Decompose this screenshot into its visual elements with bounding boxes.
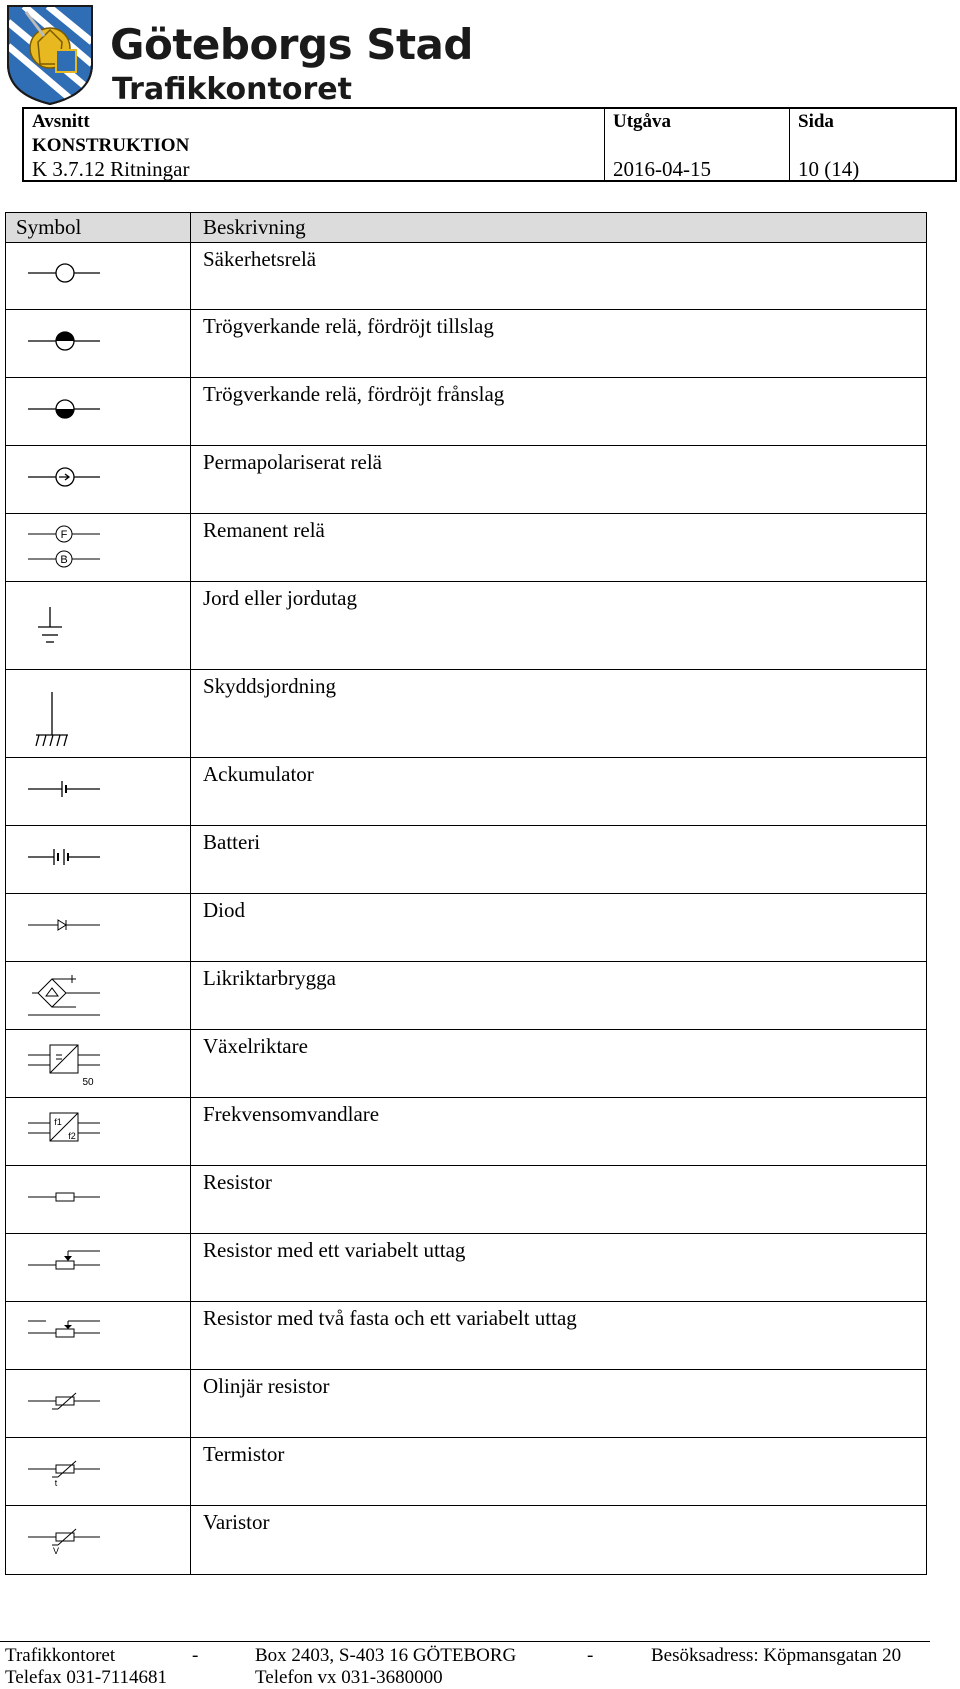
earth-icon	[6, 582, 191, 670]
description-cell: Jord eller jordutag	[203, 586, 357, 610]
battery-icon	[6, 826, 191, 894]
description-cell: Resistor	[203, 1170, 272, 1194]
description-cell: Termistor	[203, 1442, 285, 1466]
section-name: KONSTRUKTION	[32, 135, 190, 156]
table-row	[6, 243, 926, 310]
svg-text:f2: f2	[68, 1131, 76, 1141]
table-row	[6, 962, 926, 1030]
symbol-cell	[6, 1166, 191, 1233]
symbol-cell	[6, 378, 191, 445]
table-header-row	[6, 213, 926, 243]
description-cell: Diod	[203, 898, 245, 922]
footer-separator: -	[192, 1645, 199, 1666]
document-header-box	[22, 107, 957, 182]
footer-phone: Telefon vx 031-3680000	[255, 1667, 443, 1688]
description-cell: Olinjär resistor	[203, 1374, 330, 1398]
footer-fax: Telefax 031-7114681	[5, 1667, 168, 1688]
symbol-cell	[6, 826, 191, 893]
symbol-cell	[6, 670, 191, 757]
symbol-cell	[6, 446, 191, 513]
accumulator-icon	[6, 758, 191, 826]
symbol-cell	[6, 962, 191, 1029]
table-row	[6, 1030, 926, 1098]
symbol-column-header: Symbol	[6, 213, 191, 242]
table-row	[6, 514, 926, 582]
polarized-relay-icon	[6, 446, 191, 514]
table-row	[6, 1438, 926, 1506]
table-row	[6, 582, 926, 670]
footer-visit-address: Besöksadress: Köpmansgatan 20	[651, 1645, 902, 1666]
remanent-relay-icon	[6, 514, 191, 582]
symbol-cell	[6, 758, 191, 825]
footer-org: Trafikkontoret	[5, 1645, 116, 1666]
page-label: Sida	[798, 111, 834, 132]
frequency-converter-icon	[6, 1098, 191, 1166]
description-cell: Växelriktare	[203, 1034, 308, 1058]
table-row	[6, 1166, 926, 1234]
svg-text:B: B	[60, 554, 68, 566]
symbol-cell	[6, 1438, 191, 1505]
delayed-off-relay-icon	[6, 378, 191, 446]
symbol-cell	[6, 1030, 191, 1097]
footer-separator: -	[587, 1645, 594, 1666]
thermistor-icon	[6, 1438, 191, 1506]
section-label: Avsnitt	[32, 111, 90, 132]
description-cell: Permapolariserat relä	[203, 450, 382, 474]
symbol-cell	[6, 894, 191, 961]
table-row	[6, 1302, 926, 1370]
resistor-icon	[6, 1166, 191, 1234]
brand-title: Göteborgs Stad	[110, 20, 473, 69]
table-row	[6, 670, 926, 758]
symbol-cell	[6, 1506, 191, 1574]
description-cell: Frekvensomvandlare	[203, 1102, 380, 1126]
symbol-cell	[6, 514, 191, 581]
symbol-table	[5, 212, 927, 1575]
description-cell: Ackumulator	[203, 762, 314, 786]
svg-text:F: F	[60, 529, 68, 541]
variable-resistor-icon	[6, 1234, 191, 1302]
symbol-cell	[6, 1370, 191, 1437]
table-row	[6, 378, 926, 446]
description-cell: Resistor med två fasta och ett variabelt uttag	[203, 1306, 577, 1330]
nonlinear-resistor-icon	[6, 1370, 191, 1438]
table-row	[6, 1098, 926, 1166]
table-row	[6, 894, 926, 962]
description-cell: Skyddsjordning	[203, 674, 337, 698]
symbol-cell	[6, 1098, 191, 1165]
footer-line-1	[5, 1645, 902, 1667]
svg-text:50: 50	[82, 1077, 94, 1088]
section-value: K 3.7.12 Ritningar	[32, 157, 190, 181]
table-row	[6, 1234, 926, 1302]
symbol-cell	[6, 582, 191, 669]
description-cell: Likriktarbrygga	[203, 966, 336, 990]
description-cell: Batteri	[203, 830, 261, 854]
footer-line-2	[5, 1667, 443, 1689]
diode-icon	[6, 894, 191, 962]
table-row	[6, 1506, 926, 1574]
table-row	[6, 758, 926, 826]
edition-value: 2016-04-15	[613, 157, 711, 181]
svg-text:f1: f1	[54, 1117, 62, 1127]
edition-label: Utgåva	[613, 111, 672, 132]
varistor-icon	[6, 1506, 191, 1574]
svg-text:t: t	[54, 1478, 58, 1488]
section-cell	[24, 109, 605, 180]
symbol-cell	[6, 1234, 191, 1301]
description-cell: Resistor med ett variabelt uttag	[203, 1238, 466, 1262]
symbol-cell	[6, 243, 191, 309]
footer-box-address: Box 2403, S-403 16 GÖTEBORG	[255, 1645, 517, 1666]
svg-text:V: V	[52, 1546, 60, 1556]
table-row	[6, 826, 926, 894]
description-cell: Remanent relä	[203, 518, 325, 542]
description-cell: Varistor	[203, 1510, 270, 1534]
description-cell: Trögverkande relä, fördröjt frånslag	[203, 382, 505, 406]
table-row	[6, 1370, 926, 1438]
description-cell: Säkerhetsrelä	[203, 247, 317, 271]
description-column-header: Beskrivning	[203, 215, 306, 239]
delayed-on-relay-icon	[6, 310, 191, 378]
rectifier-bridge-icon	[6, 962, 191, 1030]
symbol-cell	[6, 310, 191, 377]
brand-subtitle: Trafikkontoret	[112, 72, 352, 107]
protective-earth-icon	[6, 670, 191, 758]
description-cell: Trögverkande relä, fördröjt tillslag	[203, 314, 494, 338]
edition-cell	[605, 109, 790, 180]
table-row	[6, 310, 926, 378]
safety-relay-icon	[6, 243, 191, 310]
footer-divider	[0, 1641, 930, 1642]
goteborgs-stad-logo	[4, 2, 96, 106]
tapped-resistor-icon	[6, 1302, 191, 1370]
table-row	[6, 446, 926, 514]
inverter-icon	[6, 1030, 191, 1098]
page-cell	[790, 109, 955, 180]
symbol-cell	[6, 1302, 191, 1369]
page-value: 10 (14)	[798, 157, 860, 181]
